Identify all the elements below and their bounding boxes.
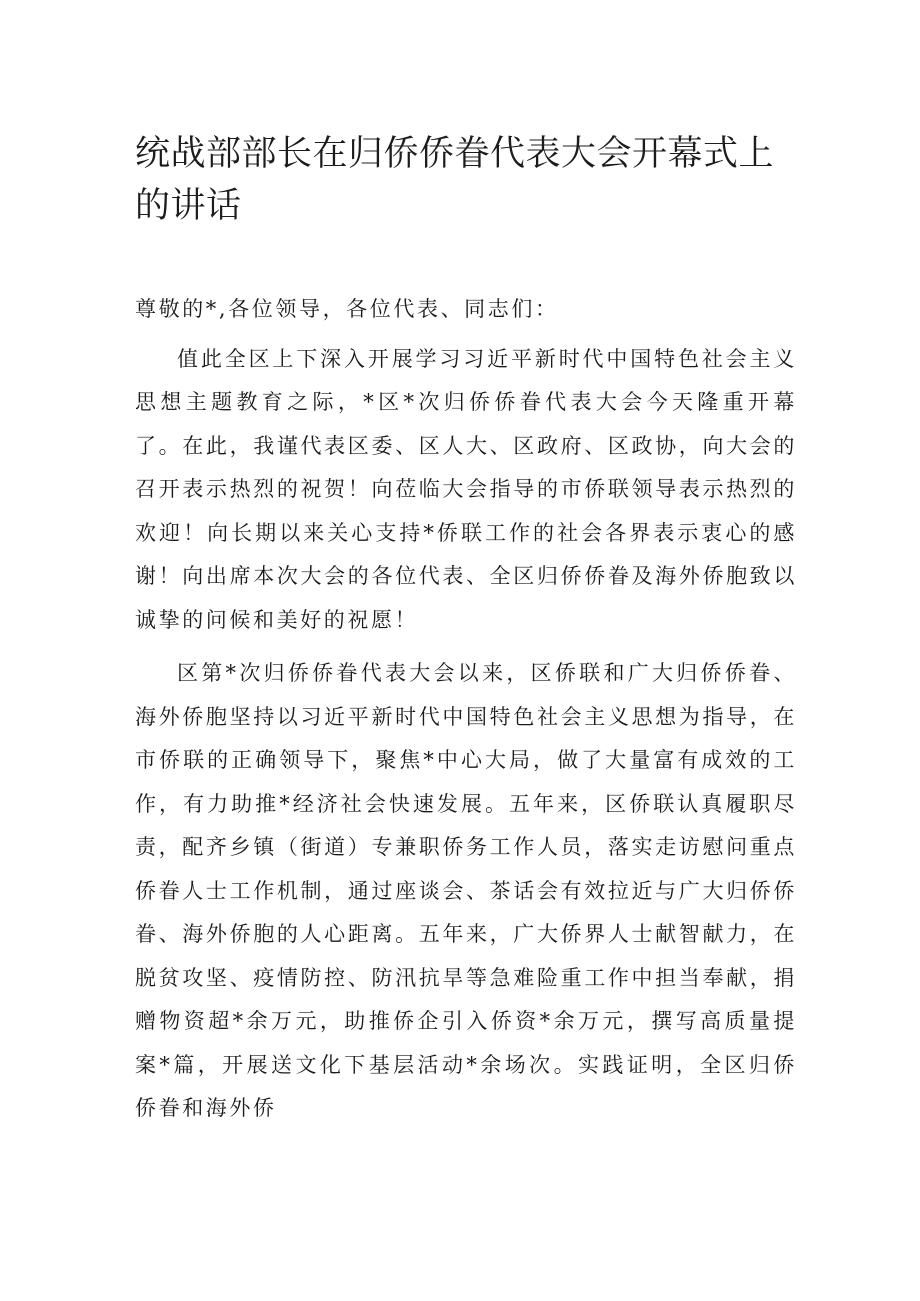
document-title: 统战部部长在归侨侨眷代表大会开幕式上的讲话 xyxy=(135,134,775,226)
document-body xyxy=(135,288,797,1141)
paragraph-achievements: 区第*次归侨侨眷代表大会以来，区侨联和广大归侨侨眷、海外侨胞坚持以习近平新时代中国特色社会主义思想为指导，在市侨联的正确领导下，聚焦*中心大局，做了大量富有成效的工作，有力助推*经济社会快速发展。五年来，区侨联认真履职尽责，配齐乡镇（街道）专兼职侨务工作人员，落实走访慰问重点侨眷人士工作机制，通过座谈会、茶话会有效拉近与广大归侨侨眷、海外侨胞的人心距离。五年来，广大侨界人士献智献力，在脱贫攻坚、疫情防控、防汛抗旱等急难险重工作中担当奉献，捐赠物资超*余万元，助推侨企引入侨资*余万元，撰写高质量提案*篇，开展送文化下基层活动*余场次。实践证明，全区归侨侨眷和海外侨 xyxy=(135,661,797,1120)
paragraph-opening: 值此全区上下深入开展学习习近平新时代中国特色社会主义思想主题教育之际，*区*次归侨侨眷代表大会今天隆重开幕了。在此，我谨代表区委、区人大、区政府、区政协，向大会的召开表示热烈的祝贺！向莅临大会指导的市侨联领导表示热烈的欢迎！向长期以来关心支持*侨联工作的社会各界表示衷心的感谢！向出席本次大会的各位代表、全区归侨侨眷及海外侨胞致以诚挚的问候和美好的祝愿！ xyxy=(135,346,797,632)
salutation: 尊敬的*,各位领导，各位代表、同志们： xyxy=(135,297,559,321)
